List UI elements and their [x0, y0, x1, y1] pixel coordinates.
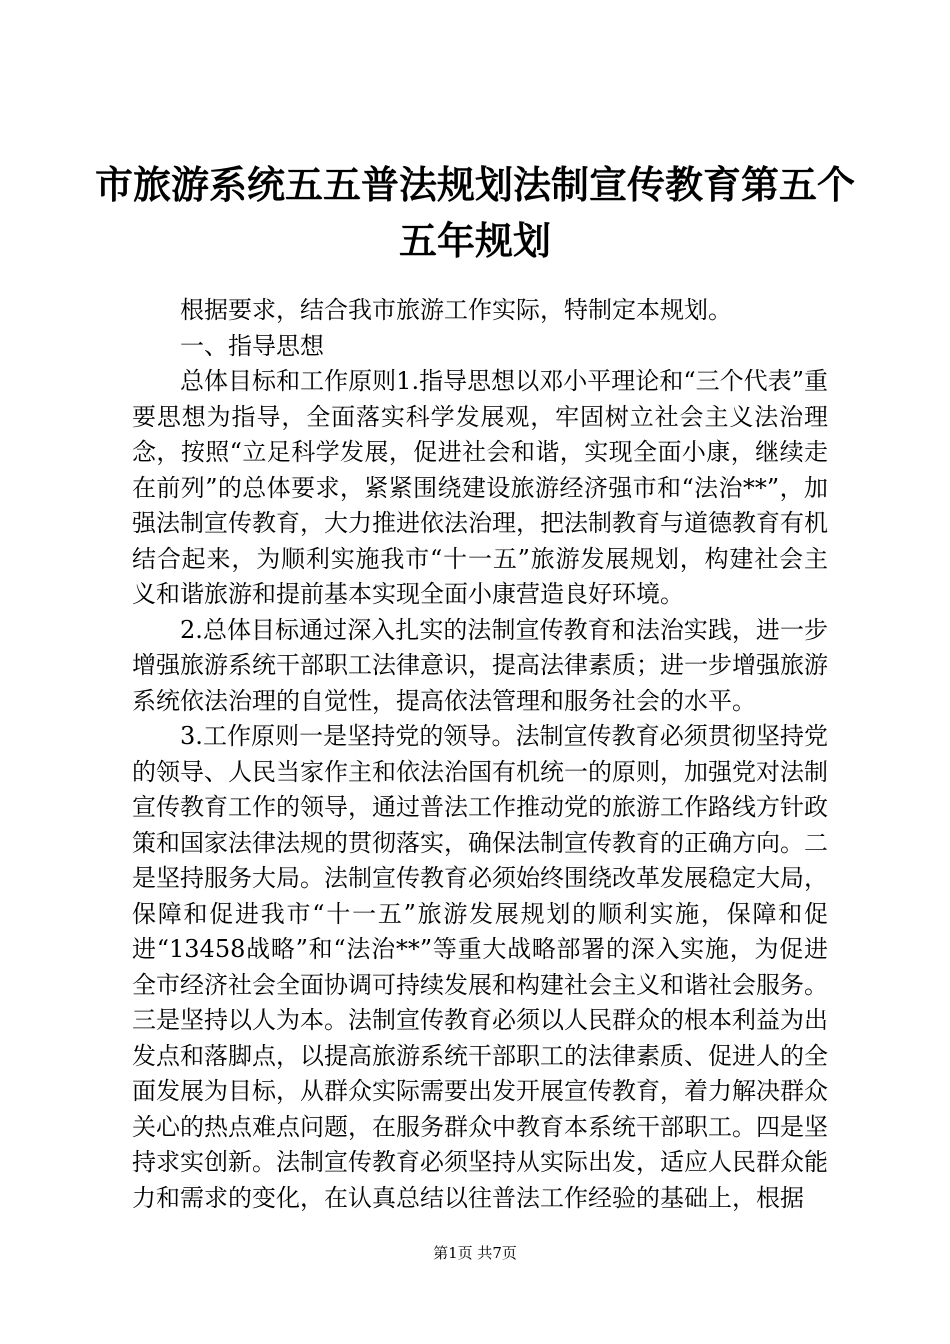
- section-heading-guiding-ideology: 一、指导思想: [180, 331, 324, 360]
- paragraph-guiding-ideology: 总体目标和工作原则1.指导思想以邓小平理论和“三个代表”重要思想为指导，全面落实科学发展观，牢固树立社会主义法治理念，按照“立足科学发展，促进社会和谐，实现全面小康，继续走在前列”的总体要求，紧紧围绕建设旅游经济强市和“法治**”，加强法制宣传教育，大力推进依法治理，把法制教育与道德教育有机结合起来，为顺利实施我市“十一五”旅游发展规划，构建社会主义和谐旅游和提前基本实现全面小康营造良好环境。: [132, 367, 828, 608]
- document-title-line-1: 市旅游系统五五普法规划法制宣传教育第五个: [94, 162, 855, 207]
- paragraph-overall-goal: 2.总体目标通过深入扎实的法制宣传教育和法治实践，进一步增强旅游系统干部职工法律意识，提高法律素质；进一步增强旅游系统依法治理的自觉性，提高依法管理和服务社会的水平。: [132, 615, 828, 715]
- intro-paragraph: 根据要求，结合我市旅游工作实际，特制定本规划。: [180, 296, 732, 324]
- page-number-footer: 第1页 共7页: [433, 1244, 517, 1262]
- document-body: [132, 293, 828, 1216]
- paragraph-work-principles: 3.工作原则一是坚持党的领导。法制宣传教育必须贯彻坚持党的领导、人民当家作主和依法治国有机统一的原则，加强党对法制宣传教育工作的领导，通过普法工作推动党的旅游工作路线方针政策和国家法律法规的贯彻落实，确保法制宣传教育的正确方向。二是坚持服务大局。法制宣传教育必须始终围绕改革发展稳定大局，保障和促进我市“十一五”旅游发展规划的顺利实施，保障和促进“13458战略”和“法治**”等重大战略部署的深入实施，为促进全市经济社会全面协调可持续发展和构建社会主义和谐社会服务。三是坚持以人为本。法制宣传教育必须以人民群众的根本利益为出发点和落脚点，以提高旅游系统干部职工的法律素质、促进人的全面发展为目标，从群众实际需要出发开展宣传教育，着力解决群众关心的热点难点问题，在服务群众中教育本系统干部职工。四是坚持求实创新。法制宣传教育必须坚持从实际出发，适应人民群众能力和需求的变化，在认真总结以往普法工作经验的基础上，根据: [132, 722, 828, 1212]
- document-title-line-2: 五年规划: [398, 218, 551, 263]
